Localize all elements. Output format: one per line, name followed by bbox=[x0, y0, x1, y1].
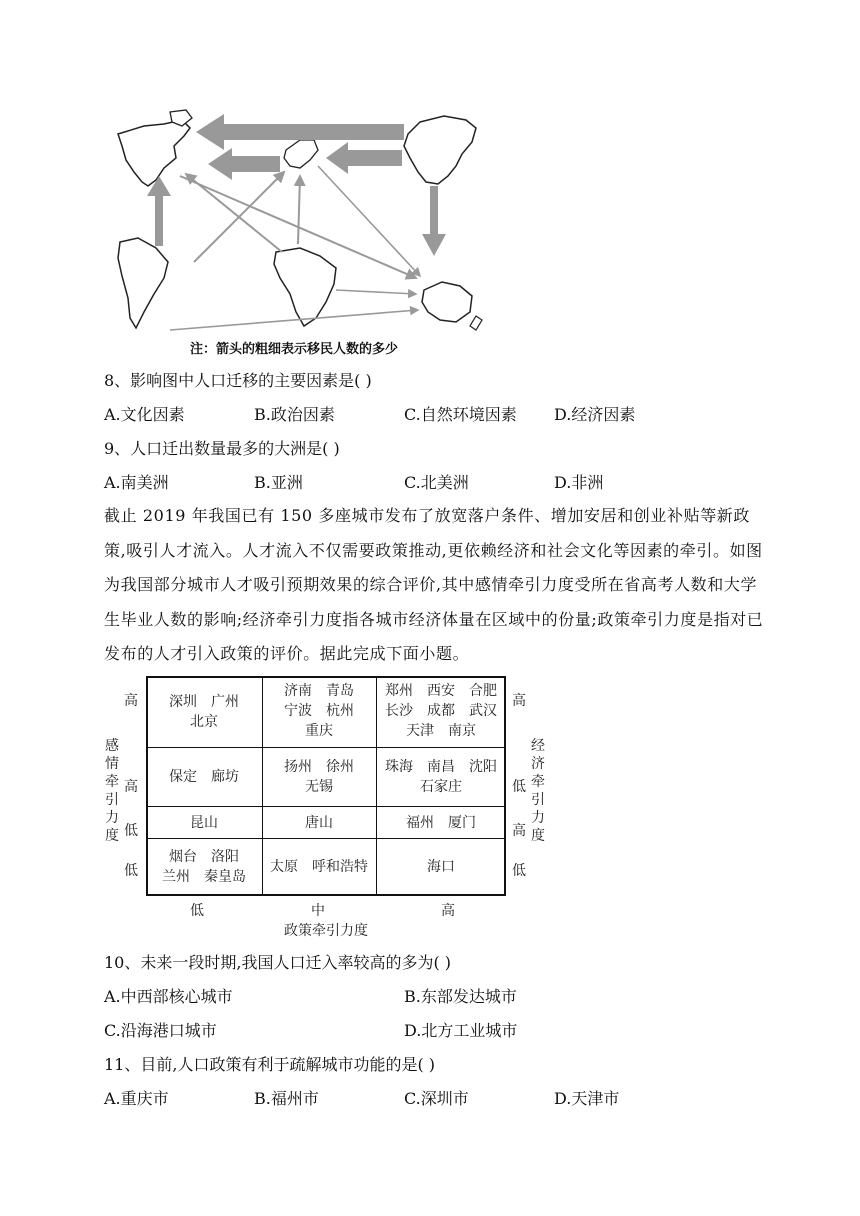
q11-option-c[interactable]: C.深圳市 bbox=[404, 1089, 469, 1108]
q10-option-c[interactable]: C.沿海港口城市 bbox=[104, 1021, 217, 1040]
q9-option-d[interactable]: D.非洲 bbox=[554, 473, 604, 492]
q9-option-a[interactable]: A.南美洲 bbox=[104, 473, 169, 492]
arrow-south-america-to-australia bbox=[170, 310, 418, 330]
arrow-asia-to-australia bbox=[422, 186, 446, 256]
right-label-row1: 高 bbox=[512, 693, 526, 709]
bottom-label-low: 低 bbox=[190, 903, 204, 919]
cell-r2-c3: 珠海 南昌 沈阳 石家庄 bbox=[385, 759, 497, 795]
map-note: 注：箭头的粗细表示移民人数的多少 bbox=[190, 342, 399, 357]
arrow-europe-to-north-america bbox=[208, 148, 280, 180]
bottom-axis-title: 政策牵引力度 bbox=[284, 923, 368, 939]
table-line bbox=[146, 806, 506, 807]
arrow-africa-to-europe bbox=[298, 176, 300, 244]
cell-r2-c2: 扬州 徐州 无锡 bbox=[284, 759, 354, 795]
left-label-row3: 低 bbox=[124, 823, 138, 839]
q11-option-d[interactable]: D.天津市 bbox=[554, 1089, 620, 1108]
bottom-label-high: 高 bbox=[441, 903, 455, 919]
bottom-label-mid: 中 bbox=[311, 903, 325, 919]
q11-option-a[interactable]: A.重庆市 bbox=[104, 1089, 169, 1108]
migration-map bbox=[104, 106, 490, 358]
table-line bbox=[376, 676, 377, 896]
left-label-row4: 低 bbox=[124, 863, 138, 879]
q8-option-c[interactable]: C.自然环境因素 bbox=[404, 405, 517, 424]
cell-r4-c3: 海口 bbox=[427, 859, 455, 875]
cell-r3-c1: 昆山 bbox=[190, 815, 218, 831]
table-line bbox=[146, 747, 506, 748]
europe-shape bbox=[284, 140, 318, 168]
arrow-south-america-to-north-america bbox=[147, 176, 171, 246]
south-america-shape bbox=[118, 238, 168, 328]
north-america-shape bbox=[118, 120, 190, 186]
q9-option-b[interactable]: B.亚洲 bbox=[254, 473, 303, 492]
reading-passage: 截止 2019 年我国已有 150 多座城市发布了放宽落户条件、增加安居和创业补贴等新政策,吸引人才流入。人才流入不仅需要政策推动,更依赖经济和社会文化等因素的牵引。如图为我国部分城市人才吸引预期效果的综合评价,其中感情牵引力度受所在省高考人数和大学生毕业人数的影响;经济牵引力度指各城市经济体量在区域中的份量;政策牵引力度是指对已发布的人才引入政策的评价。据此完成下面小题。 bbox=[104, 506, 764, 663]
cell-r3-c3: 福州 厦门 bbox=[406, 815, 476, 831]
cell-r2-c1: 保定 廊坊 bbox=[169, 769, 239, 785]
cell-r3-c2: 唐山 bbox=[305, 815, 333, 831]
q11-option-b[interactable]: B.福州市 bbox=[254, 1089, 319, 1108]
africa-shape bbox=[274, 248, 336, 326]
asia-shape bbox=[404, 116, 476, 184]
right-label-row4: 低 bbox=[512, 863, 526, 879]
left-label-row1: 高 bbox=[124, 693, 138, 709]
q8-option-d[interactable]: D.经济因素 bbox=[554, 405, 636, 424]
left-axis-title: 感情牵引力度 bbox=[105, 738, 119, 844]
arrow-africa-to-australia bbox=[336, 290, 416, 294]
table-line bbox=[146, 838, 506, 839]
right-label-row2: 低 bbox=[512, 779, 526, 795]
left-label-row2: 高 bbox=[124, 779, 138, 795]
migration-map-graphic bbox=[104, 106, 490, 358]
arrow-europe-to-australia bbox=[318, 166, 420, 276]
q8-option-a[interactable]: A.文化因素 bbox=[104, 405, 185, 424]
question-8-stem: 8、影响图中人口迁移的主要因素是( ) bbox=[104, 371, 372, 390]
cell-r4-c2: 太原 呼和浩特 bbox=[270, 859, 368, 875]
right-axis-title: 经济牵引力度 bbox=[531, 738, 545, 844]
question-10-stem: 10、未来一段时期,我国人口迁入率较高的多为( ) bbox=[104, 953, 452, 972]
table-line bbox=[262, 676, 263, 896]
cell-r4-c1: 烟台 洛阳 兰州 秦皇岛 bbox=[162, 849, 246, 885]
cell-r1-c2: 济南 青岛 宁波 杭州 重庆 bbox=[284, 683, 354, 739]
q9-option-c[interactable]: C.北美洲 bbox=[404, 473, 469, 492]
new-zealand-shape bbox=[470, 316, 482, 330]
arrow-asia-to-europe bbox=[326, 142, 402, 174]
question-9-stem: 9、人口迁出数量最多的大洲是( ) bbox=[104, 439, 340, 458]
q10-option-d[interactable]: D.北方工业城市 bbox=[404, 1021, 518, 1040]
q10-option-a[interactable]: A.中西部核心城市 bbox=[104, 987, 233, 1006]
q10-option-b[interactable]: B.东部发达城市 bbox=[404, 987, 517, 1006]
cell-r1-c3: 郑州 西安 合肥 长沙 成都 武汉 天津 南京 bbox=[385, 683, 497, 739]
australia-shape bbox=[422, 282, 472, 322]
q8-option-b[interactable]: B.政治因素 bbox=[254, 405, 335, 424]
cell-r1-c1: 深圳 广州 北京 bbox=[169, 694, 239, 730]
question-11-stem: 11、目前,人口政策有利于疏解城市功能的是( ) bbox=[104, 1055, 436, 1074]
right-label-row3: 高 bbox=[512, 823, 526, 839]
